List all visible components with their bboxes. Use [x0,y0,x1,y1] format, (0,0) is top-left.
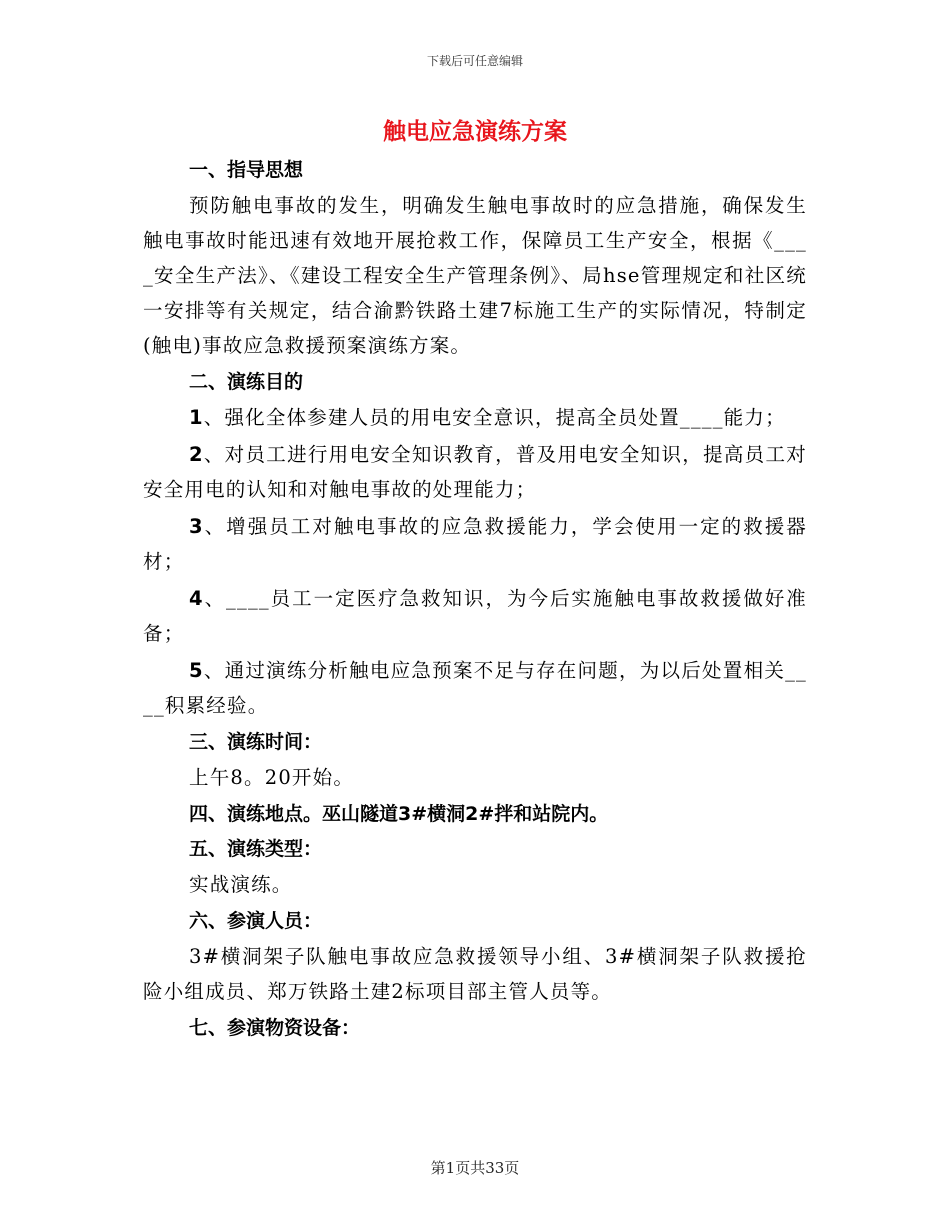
list-item-text: 、____员工一定医疗急救知识，为今后实施触电事故救援做好准备； [143,587,807,645]
section-paragraph-6: 3#横洞架子队触电事故应急救援领导小组、3#横洞架子队救援抢险小组成员、郑万铁路土建2标项目部主管人员等。 [143,945,807,1003]
section-heading-2: 二、演练目的 [189,371,304,393]
list-item [143,437,807,507]
list-item [143,653,807,723]
list-item-text: 、通过演练分析触电应急预案不足与存在问题，为以后处置相关____积累经验。 [143,659,807,717]
list-item-number: 5 [189,659,204,682]
section-heading-6: 六、参演人员： [189,910,323,932]
page-number-footer: 第1页共33页 [430,1159,520,1177]
list-item-text: 、增强员工对触电事故的应急救援能力，学会使用一定的救援器材； [143,515,807,573]
list-item-number: 2 [189,443,204,466]
section-heading-4: 四、演练地点。巫山隧道3#横洞2#拌和站院内。 [189,803,609,825]
list-item [143,400,807,435]
document-body [143,153,807,1046]
list-item [143,581,807,651]
section-heading-5: 五、演练类型： [189,838,323,860]
list-item-number: 4 [189,587,204,610]
section-heading-3: 三、演练时间： [189,731,323,753]
section-paragraph-5: 实战演练。 [189,873,293,896]
section-paragraph-3: 上午8。20开始。 [189,766,355,789]
list-item-number: 3 [189,515,204,538]
list-item-text: 、强化全体参建人员的用电安全意识，提高全员处置____能力； [203,406,786,429]
list-item-text: 、对员工进行用电安全知识教育，普及用电安全知识，提高员工对安全用电的认知和对触电事故的处理能力； [143,443,807,501]
header-note: 下载后可任意编辑 [426,54,523,68]
section-heading-1: 一、指导思想 [189,159,304,181]
list-item [143,509,807,579]
document-title: 触电应急演练方案 [383,119,567,145]
list-item-number: 1 [189,406,204,429]
section-heading-7: 七、参演物资设备： [189,1017,361,1039]
section-paragraph-1: 预防触电事故的发生，明确发生触电事故时的应急措施，确保发生触电事故时能迅速有效地开展抢救工作，保障员工生产安全，根据《____安全生产法》、《建设工程安全生产管理条例》、局hse管理规定和社区统一安排等有关规定，结合渝黔铁路土建7标施工生产的实际情况，特制定(触电)事故应急救援预案演练方案。 [143,194,807,357]
